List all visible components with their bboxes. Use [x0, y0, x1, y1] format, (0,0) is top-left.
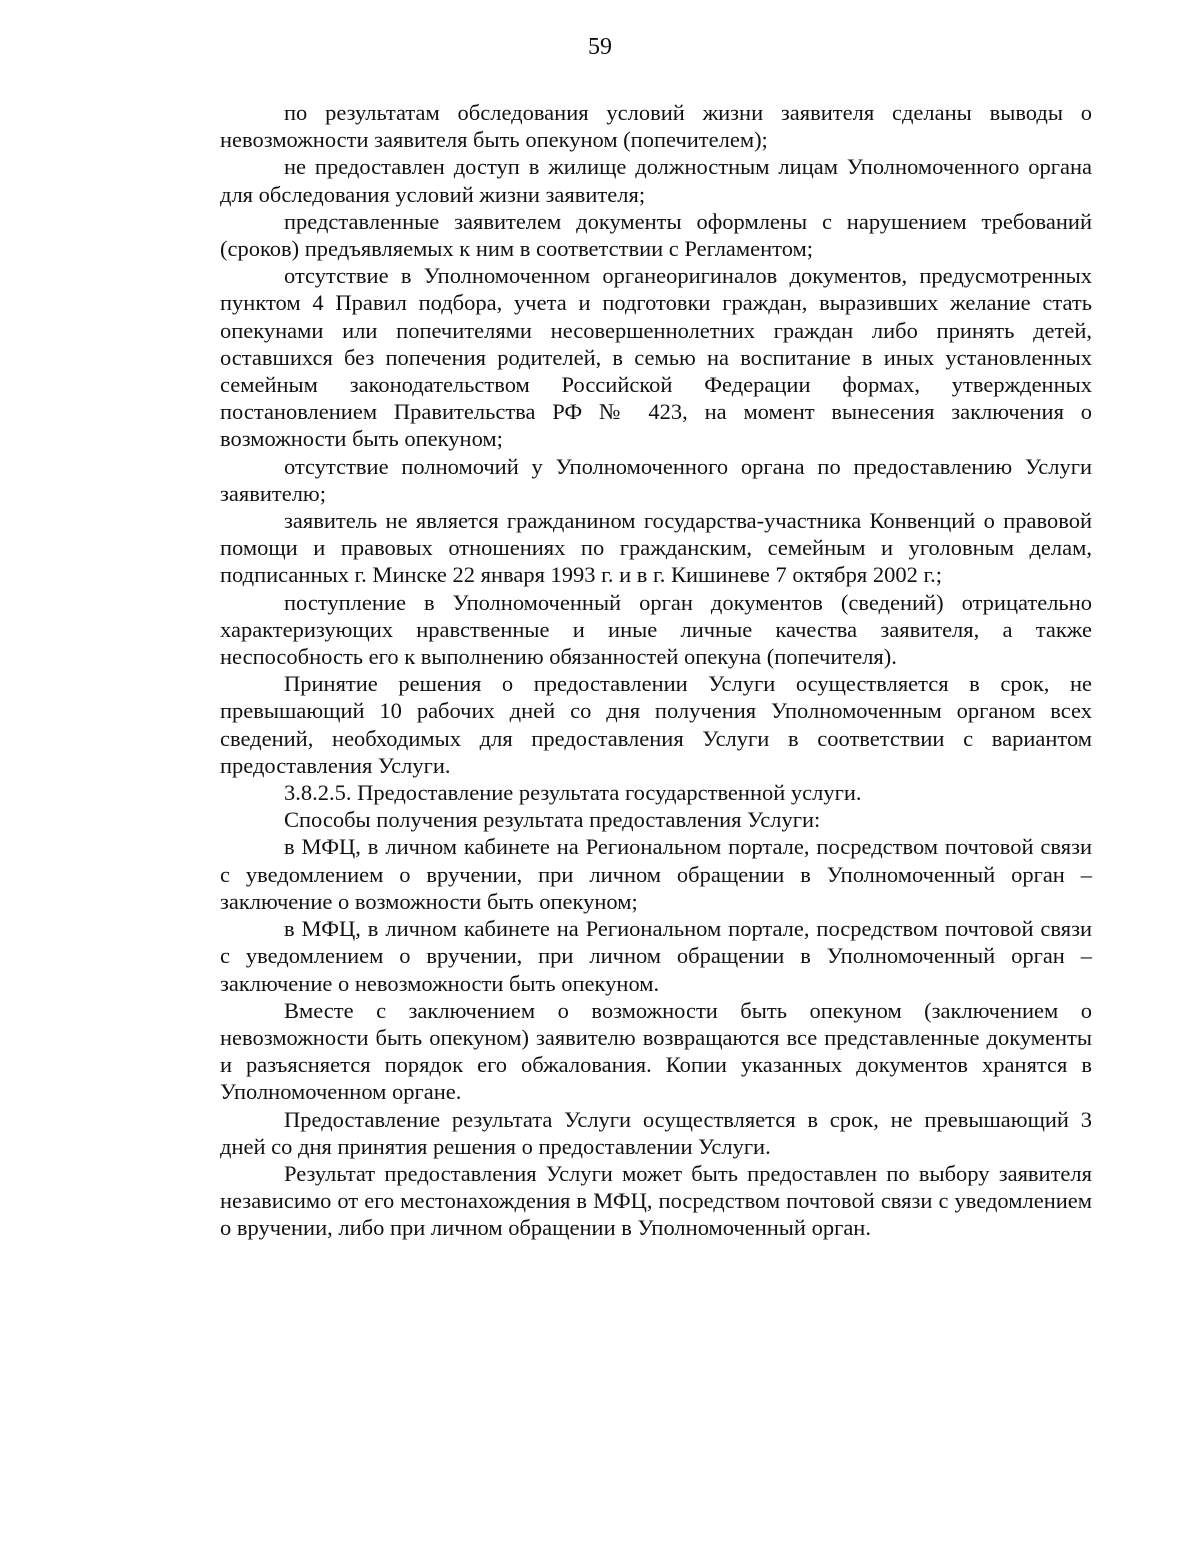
paragraph-6: заявитель не является гражданином государства-участника Конвенций о правовой помощи и правовых отношениях по гражданским, семейным и уголовным делам, подписанных г. Минске 22 января 1993 г. и в г. Кишиневе 7 октября 2002 г.; — [220, 508, 1092, 588]
paragraph-7: поступление в Уполномоченный орган документов (сведений) отрицательно характеризующих нравственные и иные личные качества заявителя, а также неспособность его к выполнению обязанностей опекуна (попечителя). — [220, 589, 1092, 670]
paragraph-10: Способы получения результата предоставления Услуги: — [284, 807, 821, 833]
paragraph-1: по результатам обследования условий жизни заявителя сделаны выводы о невозможности заявителя быть опекуном (попечителем); — [220, 100, 1092, 153]
paragraph-5: отсутствие полномочий у Уполномоченного органа по предоставлению Услуги заявителю; — [220, 453, 1092, 506]
paragraph-4: отсутствие в Уполномоченном органеоригиналов документов, предусмотренных пунктом 4 Правил подбора, учета и подготовки граждан, выразивших желание стать опекунами или попечителями несовершеннолетних граждан либо принять детей, оставшихся без попечения родителей, в семью на воспитание в иных установленных семейным законодательством Российской Федерации формах, утвержденных постановлением Правительства РФ № 423, на момент вынесения заключения о возможности быть опекуном; — [220, 263, 1092, 452]
paragraph-15: Результат предоставления Услуги может быть предоставлен по выбору заявителя независимо от его местонахождения в МФЦ, посредством почтовой связи с уведомлением о вручении, либо при личном обращении в Уполномоченный орган. — [220, 1160, 1092, 1241]
paragraph-11: в МФЦ, в личном кабинете на Региональном портале, посредством почтовой связи с уведомлением о вручении, при личном обращении в Уполномоченный орган – заключение о возможности быть опекуном; — [220, 834, 1092, 914]
document-body — [220, 99, 1092, 1242]
paragraph-12: в МФЦ, в личном кабинете на Региональном портале, посредством почтовой связи с уведомлением о вручении, при личном обращении в Уполномоченный орган – заключение о невозможности быть опекуном. — [220, 916, 1092, 996]
paragraph-13: Вместе с заключением о возможности быть опекуном (заключением о невозможности быть опекуном) заявителю возвращаются все представленные документы и разъясняется порядок его обжалования. Копии указанных документов хранятся в Уполномоченном органе. — [220, 997, 1092, 1105]
paragraph-14: Предоставление результата Услуги осуществляется в срок, не превышающий 3 дней со дня принятия решения о предоставлении Услуги. — [220, 1106, 1092, 1159]
paragraph-8: Принятие решения о предоставлении Услуги осуществляется в срок, не превышающий 10 рабочих дней со дня получения Уполномоченным органом всех сведений, необходимых для предоставления Услуги в соответствии с вариантом предоставления Услуги. — [220, 671, 1092, 778]
paragraph-9: 3.8.2.5. Предоставление результата государственной услуги. — [284, 780, 862, 806]
paragraph-3: представленные заявителем документы оформлены с нарушением требований (сроков) предъявляемых к ним в соответствии с Регламентом; — [220, 208, 1092, 262]
page-number: 59 — [588, 34, 612, 60]
paragraph-2: не предоставлен доступ в жилище должностным лицам Уполномоченного органа для обследования условий жизни заявителя; — [220, 154, 1092, 207]
